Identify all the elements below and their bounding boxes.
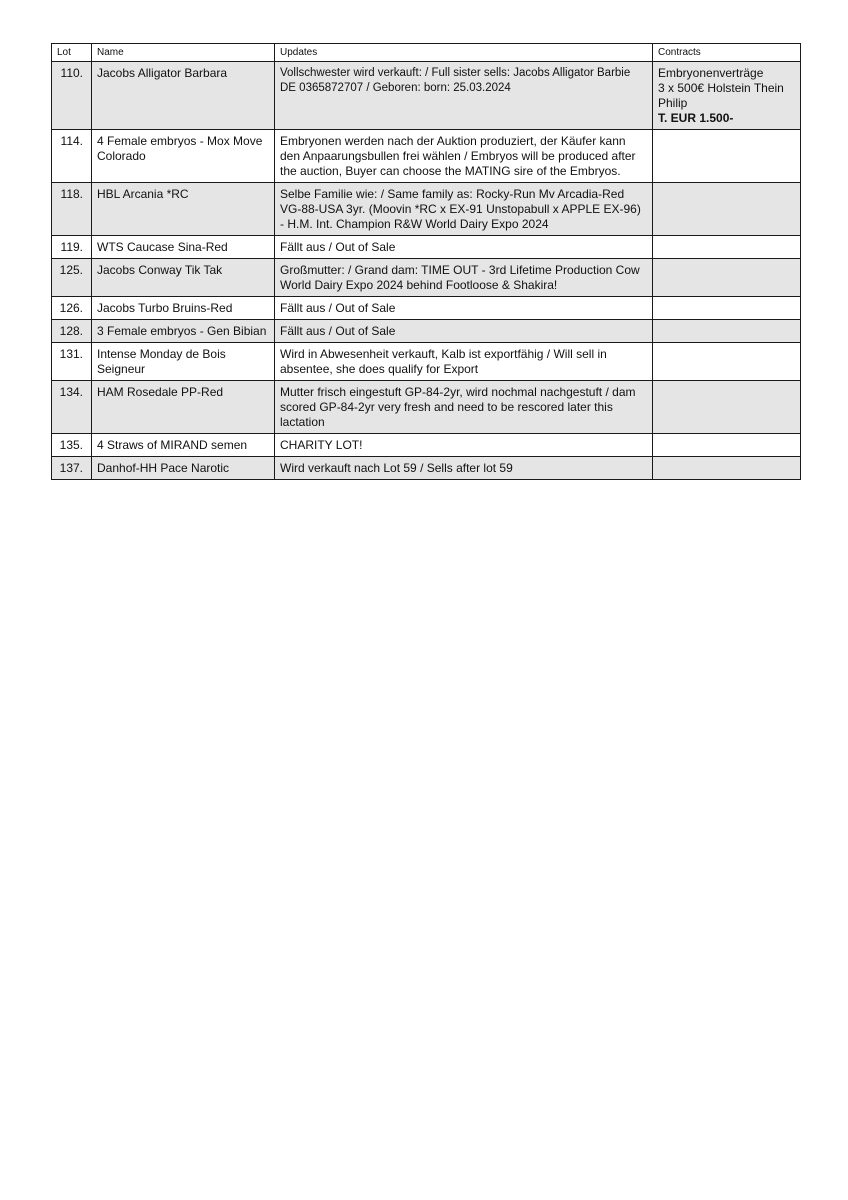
lot-number: 137. [52,457,92,480]
lot-contracts [653,130,801,183]
lot-update: Embryonen werden nach der Auktion produziert, der Käufer kann den Anpaarungsbullen frei wählen / Embryos will be produced after the auction, Buyer can choose the MATING sire of the Embryos. [275,130,653,183]
lot-name: 4 Straws of MIRAND semen [92,434,275,457]
lot-name: Jacobs Conway Tik Tak [92,259,275,297]
lot-update: Fällt aus / Out of Sale [275,297,653,320]
lot-contracts [653,434,801,457]
lot-update: Fällt aus / Out of Sale [275,236,653,259]
lot-update: Fällt aus / Out of Sale [275,320,653,343]
lot-update: CHARITY LOT! [275,434,653,457]
document-page [51,43,800,480]
contracts-total: T. EUR 1.500- [658,111,734,125]
header-lot: Lot [52,44,92,62]
lot-contracts [653,62,801,130]
table-row [52,457,801,480]
lot-number: 128. [52,320,92,343]
lot-contracts [653,381,801,434]
contracts-detail: 3 x 500€ Holstein Thein Philip [658,81,784,110]
lot-update: Vollschwester wird verkauft: / Full sister sells: Jacobs Alligator Barbie DE 0365872707 / Geboren: born: 25.03.2024 [275,62,653,130]
lot-contracts [653,343,801,381]
lot-number: 114. [52,130,92,183]
lot-contracts [653,457,801,480]
lot-contracts [653,320,801,343]
lot-number: 135. [52,434,92,457]
lot-update: Wird verkauft nach Lot 59 / Sells after lot 59 [275,457,653,480]
table-row [52,343,801,381]
lot-contracts [653,183,801,236]
lot-number: 110. [52,62,92,130]
table-row [52,434,801,457]
lot-number: 134. [52,381,92,434]
header-name: Name [92,44,275,62]
table-row [52,236,801,259]
lot-number: 118. [52,183,92,236]
lot-contracts [653,236,801,259]
lot-update: Selbe Familie wie: / Same family as: Rocky-Run Mv Arcadia-Red VG-88-USA 3yr. (Moovin *RC x EX-91 Unstopabull x APPLE EX-96) - H.M. Int. Champion R&W World Dairy Expo 2024 [275,183,653,236]
lot-contracts [653,259,801,297]
lot-number: 119. [52,236,92,259]
table-row [52,130,801,183]
lot-updates-table [51,43,801,480]
lot-update: Wird in Abwesenheit verkauft, Kalb ist exportfähig / Will sell in absentee, she does qualify for Export [275,343,653,381]
table-row [52,320,801,343]
lot-number: 131. [52,343,92,381]
lot-update: Großmutter: / Grand dam: TIME OUT - 3rd Lifetime Production Cow World Dairy Expo 2024 behind Footloose & Shakira! [275,259,653,297]
header-updates: Updates [275,44,653,62]
lot-name: 4 Female embryos - Mox Move Colorado [92,130,275,183]
table-row [52,381,801,434]
lot-name: 3 Female embryos - Gen Bibian [92,320,275,343]
lot-name: WTS Caucase Sina-Red [92,236,275,259]
lot-name: HAM Rosedale PP-Red [92,381,275,434]
lot-name: Intense Monday de Bois Seigneur [92,343,275,381]
lot-number: 125. [52,259,92,297]
header-contracts: Contracts [653,44,801,62]
lot-name: Danhof-HH Pace Narotic [92,457,275,480]
lot-number: 126. [52,297,92,320]
lot-update: Mutter frisch eingestuft GP-84-2yr, wird nochmal nachgestuft / dam scored GP-84-2yr very fresh and need to be rescored later this lactation [275,381,653,434]
lot-name: HBL Arcania *RC [92,183,275,236]
lot-name: Jacobs Alligator Barbara [92,62,275,130]
table-row [52,62,801,130]
lot-contracts [653,297,801,320]
table-header-row [52,44,801,62]
contracts-type: Embryonenverträge [658,66,764,80]
table-row [52,259,801,297]
lot-name: Jacobs Turbo Bruins-Red [92,297,275,320]
table-row [52,183,801,236]
table-row [52,297,801,320]
